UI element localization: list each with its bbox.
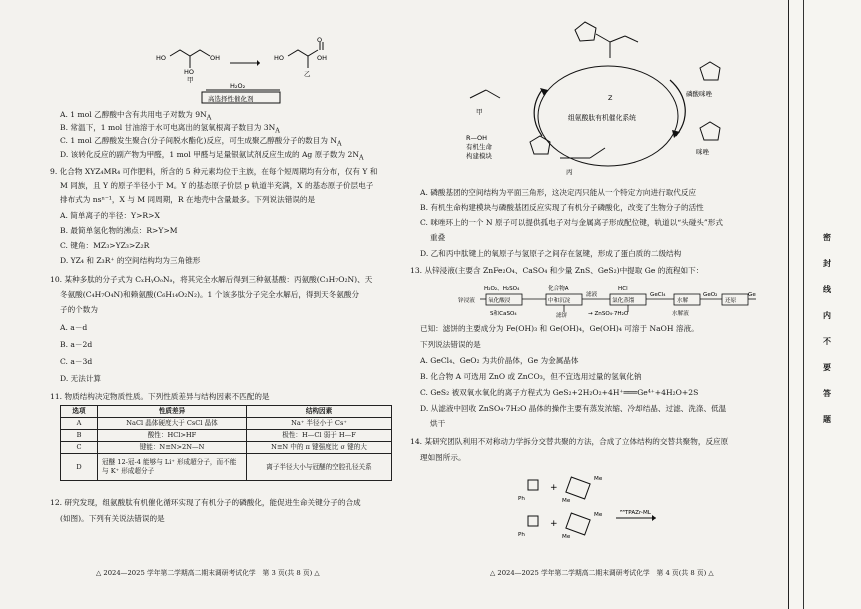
oh-label: HO bbox=[184, 68, 195, 76]
col-header: 选项 bbox=[61, 406, 98, 418]
flow-start: 锌浸液 bbox=[458, 298, 475, 304]
table-row bbox=[61, 430, 392, 442]
seal-margin bbox=[788, 0, 861, 609]
svg-text:+: + bbox=[550, 483, 558, 493]
q14-stem-line: 理如图所示。 bbox=[420, 453, 466, 462]
table-cell: 离子半径大小与冠醚的空腔孔径关系 bbox=[247, 454, 392, 481]
q10-stem-line: 冬氨酸(C₄H₇O₄N)和赖氨酸(C₆H₁₄O₂N₂)。1 个该多肽分子完全水解后，得到天冬氨酸分 bbox=[60, 290, 360, 299]
q13-stem: 13. 从锌浸液(主要含 ZnFe₂O₄、CaSO₄ 和少量 ZnS、GeS₂)中提取 Ge 的流程如下： bbox=[410, 266, 704, 275]
table-cell: 酸性：HCl>HF bbox=[98, 430, 247, 442]
table-cell: NaCl 晶体硬度大于 CsCl 晶体 bbox=[98, 418, 247, 430]
me-label: Me bbox=[594, 512, 603, 518]
seal-char: 封 bbox=[823, 258, 831, 268]
flow-box: 氧化酸浸 bbox=[488, 298, 511, 304]
catalyst-label: ᴿᴿTPAZr-ML bbox=[620, 510, 651, 516]
seal-char: 要 bbox=[823, 362, 831, 372]
q9-option-d: D. YZ₄ 和 Z₃R⁺ 的空间结构均为三角锥形 bbox=[60, 256, 201, 265]
q13-process-flow bbox=[460, 282, 760, 318]
table-cell: Na⁺ 半径小于 Cs⁺ bbox=[247, 418, 392, 430]
flow-box: 水解 bbox=[677, 298, 689, 304]
q12-option-b: B. 有机生命构建模块与磷酸基团反应实现了有机分子磷酸化，改变了生物分子的活性 bbox=[420, 203, 704, 212]
flow-end: Ge bbox=[748, 292, 756, 298]
cycle-label: 构建模块 bbox=[466, 152, 492, 160]
reagent-label: H₂O₂ bbox=[230, 82, 246, 90]
table-row bbox=[61, 418, 392, 430]
table-cell: 极性：H—Cl 弱于 H—F bbox=[247, 430, 392, 442]
q13-ask: 下列说法错误的是 bbox=[420, 340, 481, 349]
oh-label: HO bbox=[274, 54, 285, 62]
catalytic-cycle-diagram bbox=[460, 8, 750, 180]
seal-line bbox=[803, 0, 804, 609]
flow-reagent: GeCl₄ bbox=[650, 292, 666, 298]
q10-option-d: D. 无法计算 bbox=[60, 374, 102, 383]
col-header: 结构因素 bbox=[247, 406, 392, 418]
q9-stem-line: 排布式为 nsⁿ⁻¹，X 与 M 同周期，R 在地壳中含量最多。下列说法错误的是 bbox=[60, 195, 316, 204]
cycle-label: 磷酸咪唑 bbox=[686, 90, 712, 98]
q9-stem-line: M 同族，且 Y 的原子半径小于 M。Y 的基态原子价层 p 轨道半充满，X 的基态原子价层电子 bbox=[60, 181, 374, 190]
q13-option-d: D. 从滤液中回收 ZnSO₄·7H₂O 晶体的操作主要有蒸发浓缩、冷却结晶、过滤、洗涤、低温 bbox=[420, 404, 727, 413]
me-label: Me bbox=[594, 476, 603, 482]
cycle-label: 丙 bbox=[566, 168, 573, 176]
table-cell: B bbox=[61, 430, 98, 442]
table-cell: D bbox=[61, 454, 98, 481]
seal-char: 密 bbox=[823, 232, 831, 242]
flow-reagent: GeO₂ bbox=[703, 292, 718, 298]
product-label: 乙 bbox=[304, 70, 311, 78]
o-label: O bbox=[317, 36, 323, 44]
q12-option-c-cont: 重叠 bbox=[430, 233, 446, 242]
left-page bbox=[0, 0, 400, 609]
q12-option-d: D. 乙和丙中肽键上的氧原子与氢原子之间存在氢键，形成了蛋白质的二级结构 bbox=[420, 249, 682, 258]
seal-char: 不 bbox=[823, 336, 831, 346]
q11-stem: 11. 物质结构决定物质性质。下列性质差异与结构因素不匹配的是 bbox=[50, 392, 270, 401]
cycle-label: 甲 bbox=[476, 108, 483, 116]
cycle-label: 咪唑 bbox=[696, 148, 709, 156]
flow-byproduct: S和CaSO₄ bbox=[490, 311, 517, 317]
q9-option-b: B. 最简单氢化物的沸点：R>Y>M bbox=[60, 226, 178, 235]
table-row bbox=[61, 454, 392, 481]
ph-label: Ph bbox=[518, 496, 525, 502]
flow-byproduct: 水解液 bbox=[672, 311, 689, 317]
q14-copolymer-scheme bbox=[516, 470, 716, 550]
flow-box: 还原 bbox=[725, 298, 737, 304]
oh-label: HO bbox=[156, 54, 167, 62]
q9-option-a: A. 简单离子的半径：Y>R>X bbox=[60, 211, 160, 220]
seal-char: 内 bbox=[823, 310, 831, 320]
q12-option-c: C. 咪唑环上的一个 N 原子可以提供孤电子对与金属离子形成配位键，轨道以“头碰头”形式 bbox=[420, 218, 723, 227]
svg-text:+: + bbox=[550, 519, 558, 529]
q10-stem-line: 10. 某种多肽的分子式为 CₓHᵧOₒNₔ，将其完全水解后得到三种氨基酸：丙氨酸(C₃H₇O₂N)、天 bbox=[50, 275, 373, 284]
q9-stem-line: 9. 化合物 XYZ₄MR₄ 可作肥料，所含的 5 种元素均位于主族，在每个短周期均有分布，仅有 Y 和 bbox=[50, 167, 378, 176]
flow-filter: 滤液 bbox=[586, 292, 598, 298]
oh-label: OH bbox=[210, 54, 221, 62]
q10-option-a: A. a－d bbox=[60, 323, 88, 332]
q8-option-b: B. 常温下，1 mol 甘油溶于水可电离出的氢氧根离子数目为 $3N_A$ bbox=[60, 123, 280, 135]
flow-byproduct: → ZnSO₄·7H₂O bbox=[588, 311, 629, 317]
q8-option-c: C. 1 mol 乙醇酸发生聚合(分子间脱水酯化)反应，可生成聚乙醇酸分子的数目为 $N_A$ bbox=[60, 136, 342, 148]
table-cell: N≡N 中的 π 键强度比 σ 键的大 bbox=[247, 442, 392, 454]
cycle-label: R—OH bbox=[466, 134, 488, 142]
table-header-row bbox=[61, 406, 392, 418]
q13-known: 已知：滤饼的主要成分为 Fe(OH)₃ 和 Ge(OH)₄，Ge(OH)₄ 可溶于 NaOH 溶液。 bbox=[420, 324, 699, 333]
seal-char: 答 bbox=[823, 388, 831, 398]
table-cell: A bbox=[61, 418, 98, 430]
table-cell: C bbox=[61, 442, 98, 454]
flow-reagent: 化合物A bbox=[548, 286, 569, 292]
q10-option-c: C. a－3d bbox=[60, 357, 93, 366]
ph-label: Ph bbox=[518, 532, 525, 538]
me-label: Me bbox=[562, 534, 571, 540]
q13-option-d-cont: 烘干 bbox=[430, 419, 446, 428]
q12-stem-line: 12. 研究发现，组氨酸肽有机催化循环实现了有机分子的磷酸化，能促进生命关键分子的合成 bbox=[50, 498, 361, 507]
col-header: 性质差异 bbox=[98, 406, 247, 418]
flow-byproduct: 滤饼 bbox=[556, 313, 568, 319]
table-cell: 键能：N≡N>2N—N bbox=[98, 442, 247, 454]
q8-option-a: A. 1 mol 乙醇酸中含有共用电子对数为 $9N_A$ bbox=[60, 110, 212, 122]
oh-label: OH bbox=[317, 54, 328, 62]
page-footer-left: △ 2024—2025 学年第二学期高二期末调研考试化学 第 3 页(共 8 页) △ bbox=[96, 569, 320, 577]
q10-stem-line: 子的个数为 bbox=[60, 305, 98, 314]
q8-option-d: D. 该转化反应的副产物为甲醛，1 mol 甲醛与足量银氨试剂反应生成的 Ag 原子数为 $2N_A$ bbox=[60, 150, 364, 162]
flow-reagent: HCl bbox=[618, 286, 628, 292]
seal-char: 线 bbox=[823, 284, 831, 294]
catalyst-label: 高选择性催化剂 bbox=[208, 95, 254, 103]
q13-option-b: B. 化合物 A 可选用 ZnO 或 ZnCO₃，但不宜选用过量的氢氧化钠 bbox=[420, 372, 642, 381]
flow-box: 氯化蒸馏 bbox=[612, 298, 635, 304]
page-footer-right: △ 2024—2025 学年第二学期高二期末调研考试化学 第 4 页(共 8 页) △ bbox=[490, 569, 714, 577]
seal-char: 题 bbox=[823, 414, 831, 424]
q10-option-b: B. a－2d bbox=[60, 340, 93, 349]
cycle-label: Z bbox=[608, 94, 613, 102]
q13-option-c: C. GeS₂ 被双氧水氧化的离子方程式为 GeS₂+2H₂O₂+4H⁺═══Ge⁴⁺+4H₂O+2S bbox=[420, 388, 699, 397]
table-cell: 冠醚 12-冠-4 能够与 Li⁺ 形成超分子，而不能与 K⁺ 形成超分子 bbox=[98, 454, 247, 481]
cycle-label: 有机生命 bbox=[466, 143, 492, 151]
q12-stem-line: (如图)。下列有关说法错误的是 bbox=[60, 514, 165, 523]
q9-option-c: C. 键角：MZ₃>YZ₃>Z₂R bbox=[60, 241, 150, 250]
q13-option-a: A. GeCl₄、GeO₂ 为共价晶体，Ge 为金属晶体 bbox=[420, 356, 579, 365]
right-page bbox=[410, 0, 788, 609]
table-row bbox=[61, 442, 392, 454]
q12-option-a: A. 磷酸基团的空间结构为平面三角形，这决定丙只能从一个特定方向进行取代反应 bbox=[420, 188, 697, 197]
reactant-label: 甲 bbox=[187, 76, 194, 84]
me-label: Me bbox=[562, 498, 571, 504]
flow-box: 中和沉淀 bbox=[548, 298, 571, 304]
cycle-center-label: 组氨酸肽有机催化系统 bbox=[568, 114, 636, 122]
q14-stem-line: 14. 某研究团队利用不对称动力学拆分交替共聚的方法，合成了立体结构的交替共聚物，反应原 bbox=[410, 437, 729, 446]
q11-table bbox=[60, 405, 392, 481]
flow-reagent: H₂O₂、H₂SO₄ bbox=[484, 286, 520, 292]
